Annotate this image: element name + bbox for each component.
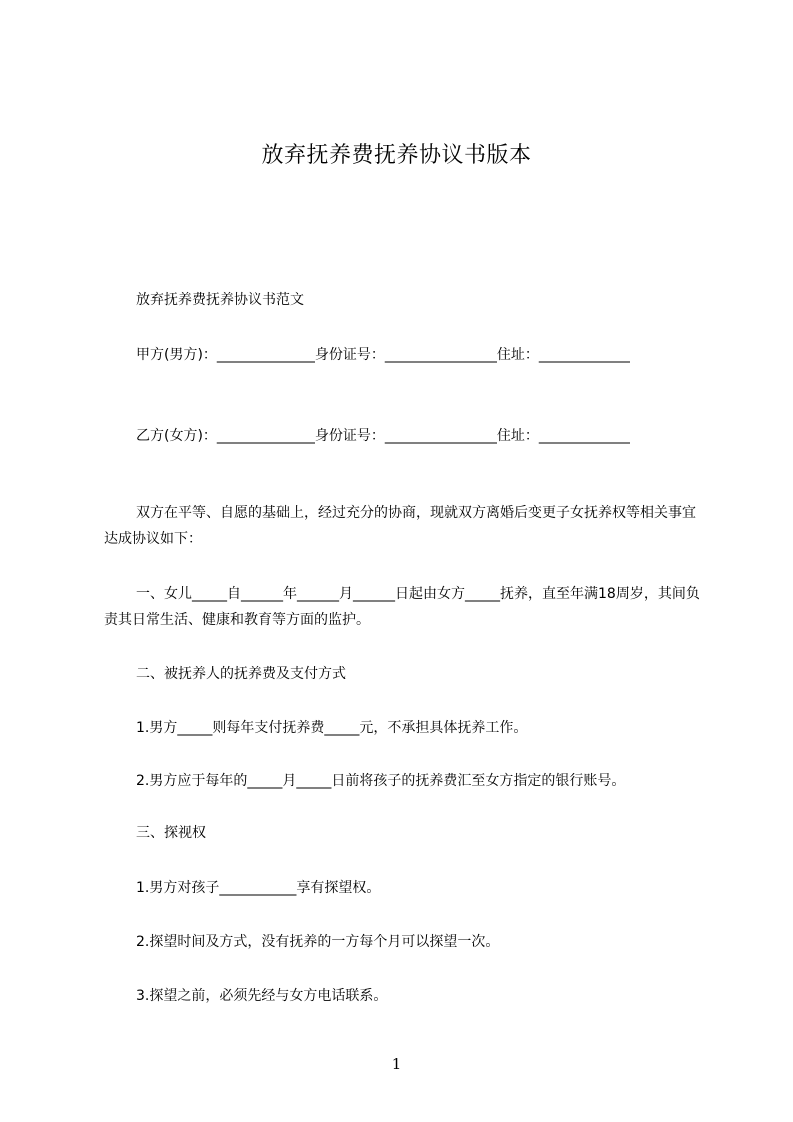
paragraph-preamble: 双方在平等、自愿的基础上，经过充分的协商，现就双方离婚后变更子女抚养权等相关事宜达成协议如下： (104, 505, 696, 547)
paragraph-clause-3-2: 2.探望时间及方式，没有抚养的一方每个月可以探望一次。 (136, 934, 500, 950)
paragraph-subtitle: 放弃抚养费抚养协议书范文 (136, 292, 304, 308)
paragraph-clause-2-2: 2.男方应于每年的_____月_____日前将孩子的抚养费汇至女方指定的银行账号。 (136, 773, 626, 789)
paragraph-clause-2-1: 1.男方_____则每年支付抚养费_____元，不承担具体抚养工作。 (136, 720, 528, 736)
paragraph-section-2-heading: 二、被抚养人的抚养费及支付方式 (136, 666, 346, 682)
page-number: 1 (391, 1055, 402, 1073)
page-title: 放弃抚养费抚养协议书版本 (261, 143, 532, 168)
paragraph-clause-3-3: 3.探望之前，必须先经与女方电话联系。 (136, 988, 388, 1004)
paragraph-clause-1: 一、女儿_____自______年______月______日起由女方_____抚养，直至年满18周岁，其间负责其日常生活、健康和教育等方面的监护。 (104, 586, 700, 628)
paragraph-party-b: 乙方(女方)：______________身份证号：________________住址：_____________ (136, 428, 630, 444)
paragraph-party-a: 甲方(男方)：______________身份证号：________________住址：_____________ (136, 347, 630, 363)
paragraph-section-3-heading: 三、探视权 (136, 825, 206, 841)
paragraph-clause-3-1: 1.男方对孩子___________享有探望权。 (136, 880, 381, 896)
